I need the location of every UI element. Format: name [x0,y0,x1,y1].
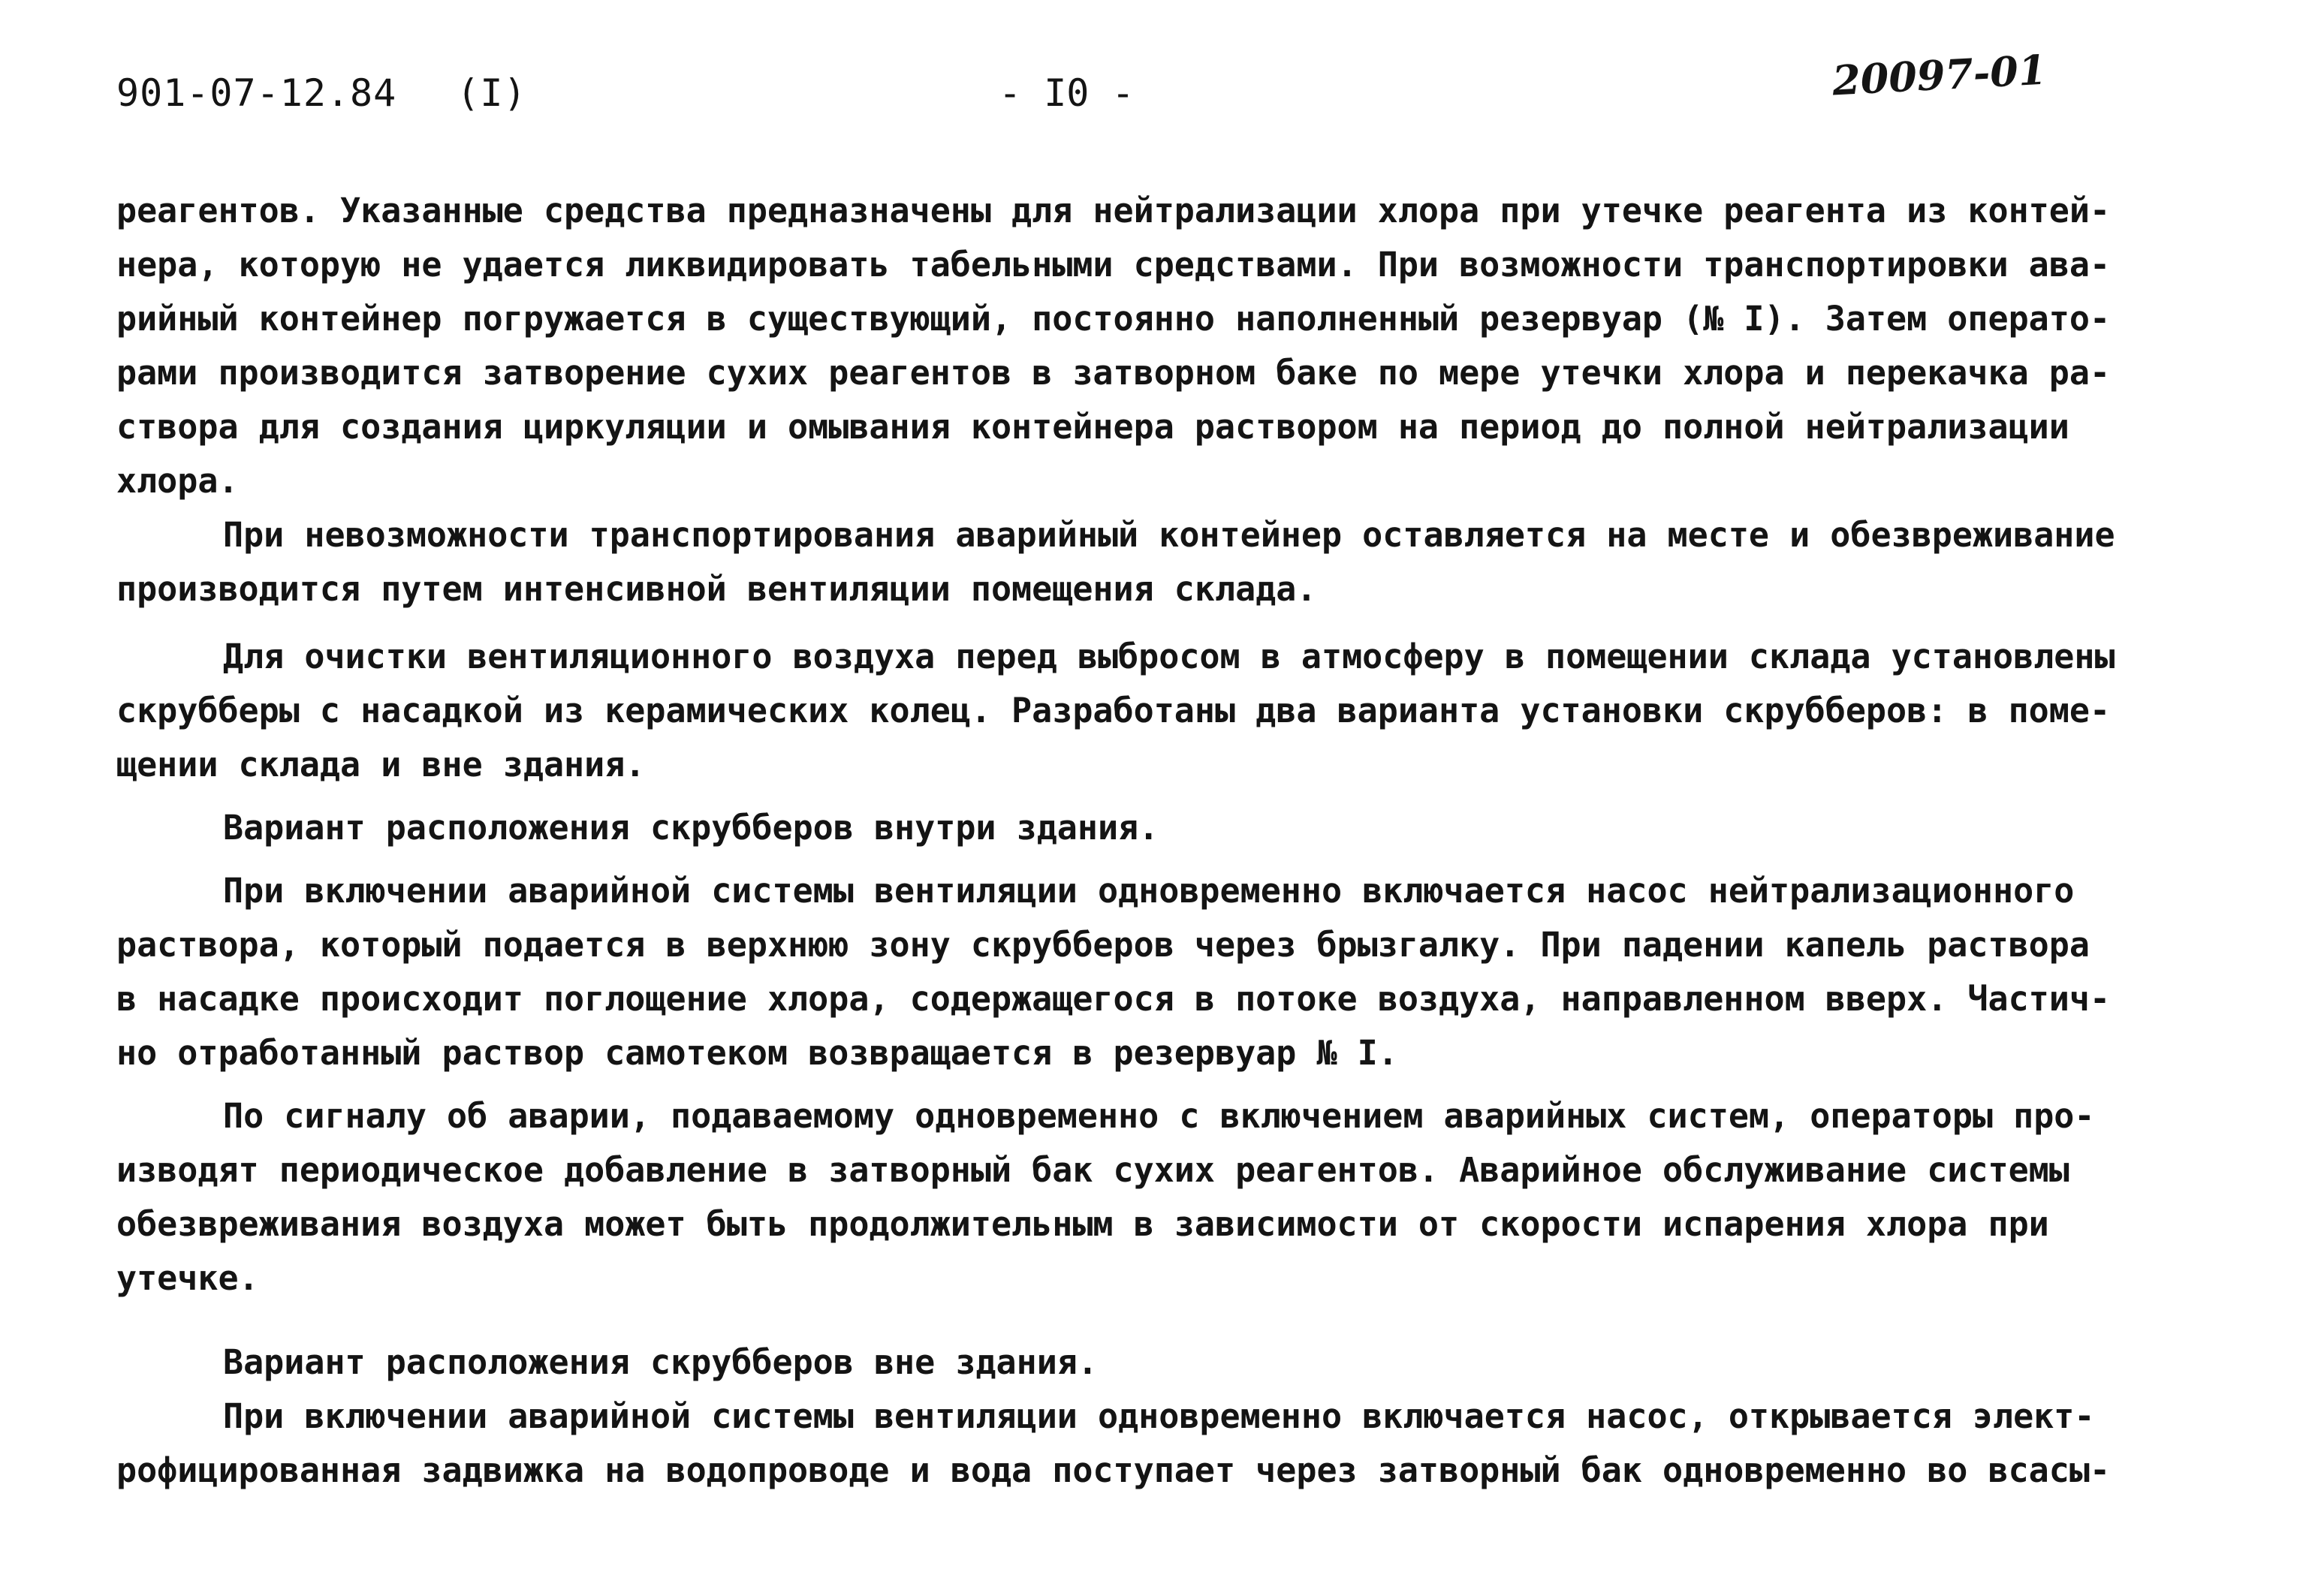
text-line: в насадке происходит поглощение хлора, содержащегося в потоке воздуха, направленном вверх. Частич- [116,979,2111,1019]
text-line: но отработанный раствор самотеком возвращается в резервуар № I. [116,1033,1398,1073]
paragraph-start: При включении аварийной системы вентиляции одновременно включается насос, открывается элект- [223,1396,2095,1436]
paragraph-start: По сигналу об аварии, подаваемому одновременно с включением аварийных систем, операторы про- [223,1096,2095,1136]
text-line: скрубберы с насадкой из керамических колец. Разработаны два варианта установки скрубберов: в поме- [116,691,2111,730]
text-line: рофицированная задвижка на водопроводе и вода поступает через затворный бак одновременно во всасы- [116,1450,2111,1490]
text-line: нера, которую не удается ликвидировать табельными средствами. При возможности транспортировки ава- [116,245,2111,285]
paragraph-start: При невозможности транспортирования аварийный контейнер оставляется на месте и обезвреживание [223,515,2115,555]
paragraph-start: Для очистки вентиляционного воздуха перед выбросом в атмосферу в помещении склада установлены [223,637,2115,676]
text-line: рами производится затворение сухих реагентов в затворном баке по мере утечки хлора и перекачка ра- [116,353,2111,393]
text-line: изводят периодическое добавление в затворный бак сухих реагентов. Аварийное обслуживание системы [116,1150,2069,1190]
text-line: створа для создания циркуляции и омывания контейнера раствором на период до полной нейтрализации [116,407,2069,447]
paragraph-start: При включении аварийной системы вентиляции одновременно включается насос нейтрализационного [223,871,2075,911]
doc-code: 901-07-12.84 [116,71,397,115]
text-line: производится путем интенсивной вентиляции помещения склада. [116,569,1317,609]
handwritten-number: 20097-01 [1831,45,2048,105]
text-line: реагентов. Указанные средства предназначены для нейтрализации хлора при утечке реагента из контей- [116,191,2111,230]
text-line: хлора. [116,461,239,501]
page-number: - I0 - [999,71,1135,115]
text-line: щении склада и вне здания. [116,745,646,784]
body-text [116,184,2211,1498]
section-heading: Вариант расположения скрубберов вне здания. [223,1342,1098,1382]
text-line: утечке. [116,1258,259,1298]
text-line: рийный контейнер погружается в существующий, постоянно наполненный резервуар (№ I). Затем операто- [116,299,2111,339]
text-line: раствора, который подается в верхнюю зону скрубберов через брызгалку. При падении капель раствора [116,925,2090,965]
section-heading: Вариант расположения скрубберов внутри здания. [223,808,1159,848]
doc-code-header [116,71,527,115]
doc-part: (I) [457,71,527,115]
text-line: обезвреживания воздуха может быть продолжительным в зависимости от скорости испарения хлора при [116,1204,2049,1244]
